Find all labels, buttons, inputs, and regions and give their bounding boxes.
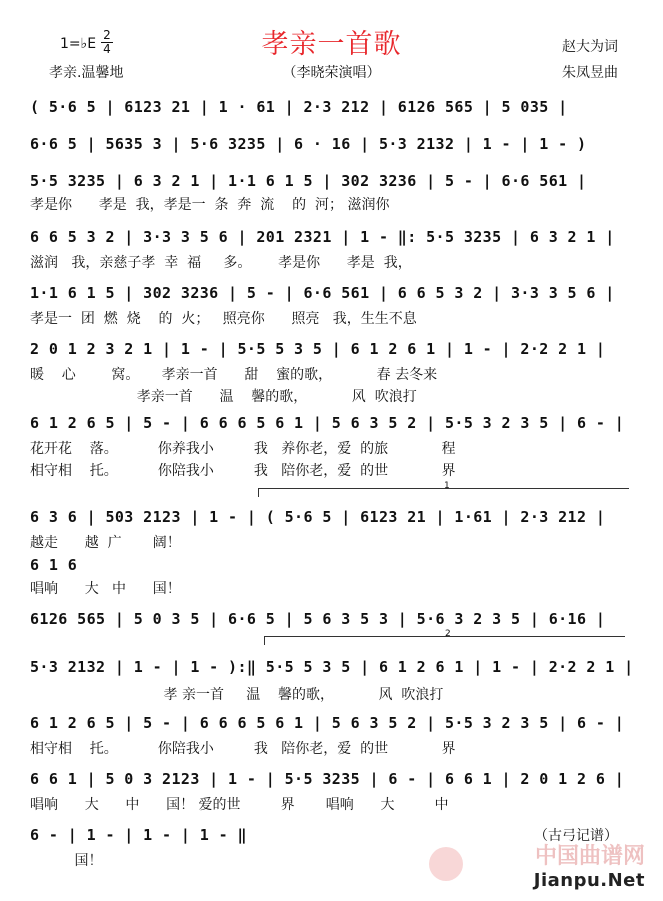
volta-bracket-1: 1	[258, 488, 629, 497]
lyric-line: 相守相 托。 你陪我小 我 陪你老，爱 的世 界	[30, 741, 456, 757]
lyric-line: 唱响 大 中 国！ 爱的世 界 唱响 大 中	[30, 797, 449, 813]
watermark-logo-icon	[429, 847, 463, 881]
notation-line: 2 0 1 2 3 2 1 | 1 - | 5·5 5 3 5 | 6 1 2 6 1 | 1 - | 2·2 2 1 |	[30, 340, 606, 358]
volta-bracket-2: 2	[264, 636, 625, 645]
lyric-line: 孝亲一首 温 馨的歌， 风 吹浪打	[30, 389, 417, 405]
notation-line: 6 - | 1 - | 1 - | 1 - ‖	[30, 826, 247, 844]
lyric-line: 花开花 落。 你养我小 我 养你老，爱 的旅 程	[30, 441, 456, 457]
watermark-logo-text: 中国曲谱网	[534, 844, 645, 869]
tempo-marking: 孝亲.温馨地	[49, 65, 124, 81]
song-title: 孝亲一首歌	[261, 29, 402, 60]
meter-bottom: 4	[103, 42, 111, 56]
notation-line: 6 6 1 | 5 0 3 2123 | 1 - | 5·5 3235 | 6 - | 6 6 1 | 2 0 1 2 6 |	[30, 770, 625, 788]
notation-line: 6·6 5 | 5635 3 | 5·6 3235 | 6 · 16 | 5·3 2132 | 1 - | 1 - )	[30, 135, 587, 153]
composer-credit: 朱凤昱曲	[562, 65, 618, 81]
notation-line: 6 6 5 3 2 | 3·3 3 5 6 | 201 2321 | 1 - ‖: 5·5 3235 | 6 3 2 1 |	[30, 228, 615, 246]
lyric-line: 越走 越 广 阔！	[30, 535, 181, 551]
notation-line: 6126 565 | 5 0 3 5 | 6·6 5 | 5 6 3 5 3 | 5·6 3 2 3 5 | 6·16 |	[30, 610, 606, 628]
lyric-line: 孝是一 团 燃 烧 的 火； 照亮你 照亮 我，生生不息	[30, 311, 417, 327]
lyric-line: 孝是你 孝是 我，孝是一 条 奔 流 的 河； 滋润你	[30, 197, 390, 213]
notation-line: 5·3 2132 | 1 - | 1 - ):‖ 5·5 5 3 5 | 6 1 2 6 1 | 1 - | 2·2 2 1 |	[30, 658, 634, 676]
lyric-line: 相守相 托。 你陪我小 我 陪你老，爱 的世 界	[30, 463, 456, 479]
key-signature: 1=♭E	[60, 36, 97, 52]
watermark-site: Jianpu.Net	[533, 870, 645, 891]
notation-line: 6 1 2 6 5 | 5 - | 6 6 6 5 6 1 | 5 6 3 5 2 | 5·5 3 2 3 5 | 6 - |	[30, 414, 625, 432]
watermark	[534, 839, 645, 891]
notation-line: 1·1 6 1 5 | 302 3236 | 5 - | 6·6 561 | 6 6 5 3 2 | 3·3 3 5 6 |	[30, 284, 615, 302]
lyric-line: 唱响 大 中 国！	[30, 581, 181, 597]
lyric-line: 暖 心 窝。 孝亲一首 甜 蜜的歌， 春 去冬来	[30, 367, 438, 383]
lyric-line: 滋润 我，亲慈子孝 幸 福 多。 孝是你 孝是 我，	[30, 255, 412, 271]
notation-line: ( 5·6 5 | 6123 21 | 1 · 61 | 2·3 212 | 6126 565 | 5 035 |	[30, 98, 568, 116]
singer-credit: （李晓荣演唱）	[282, 65, 381, 81]
lyric-line: 孝 亲一首 温 馨的歌， 风 吹浪打	[30, 687, 444, 703]
lyric-line: 国！	[30, 853, 103, 869]
notation-line: 5·5 3235 | 6 3 2 1 | 1·1 6 1 5 | 302 3236 | 5 - | 6·6 561 |	[30, 172, 587, 190]
lyricist-credit: 赵大为词	[562, 39, 618, 55]
transcriber-credit: （古弓记谱）	[534, 828, 618, 844]
notation-line: 6 1 2 6 5 | 5 - | 6 6 6 5 6 1 | 5 6 3 5 2 | 5·5 3 2 3 5 | 6 - |	[30, 714, 625, 732]
notation-line: 6 1 6	[30, 556, 78, 574]
notation-line: 6 3 6 | 503 2123 | 1 - | ( 5·6 5 | 6123 21 | 1·61 | 2·3 212 |	[30, 508, 606, 526]
meter-top: 2	[103, 28, 111, 42]
